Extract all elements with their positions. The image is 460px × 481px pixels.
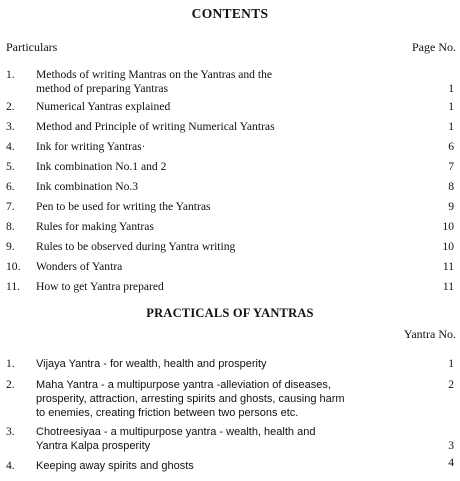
item-number: 3.	[6, 425, 15, 438]
page-number: 10	[442, 240, 454, 253]
yantra-number: 3	[448, 439, 454, 452]
item-text: Keeping away spirits and ghosts	[36, 460, 194, 472]
page-number: 1	[448, 100, 454, 113]
item-text	[36, 425, 406, 453]
item-text: How to get Yantra prepared	[36, 280, 164, 293]
page-number: 1	[448, 120, 454, 133]
page-number: 11	[442, 280, 454, 293]
page-number: 11	[442, 260, 454, 273]
item-text: Vijaya Yantra - for wealth, health and prosperity	[36, 358, 267, 370]
item-number: 11.	[6, 280, 21, 293]
page-number: 7	[448, 160, 454, 173]
item-text: Rules to be observed during Yantra writing	[36, 240, 236, 253]
item-text: Ink combination No.3	[36, 180, 139, 193]
section-title: PRACTICALS OF YANTRAS	[146, 306, 314, 320]
particulars-header: Particulars	[6, 40, 58, 54]
item-text-line: Maha Yantra - a multipurpose yantra -alleviation of diseases,	[36, 379, 331, 391]
item-text-line: Yantra Kalpa prosperity	[36, 440, 151, 452]
item-text-line: to enemies, creating friction between two persons etc.	[36, 407, 299, 419]
yantra-no-header: Yantra No.	[403, 327, 456, 341]
item-text: Numerical Yantras explained	[36, 100, 171, 113]
item-number: 4.	[6, 459, 15, 472]
item-text: Ink combination No.1 and 2	[36, 160, 167, 173]
item-number: 9.	[6, 240, 15, 253]
item-number: 6.	[6, 180, 15, 193]
item-text-line: Chotreesiyaa - a multipurpose yantra - wealth, health and	[36, 426, 316, 438]
item-number: 8.	[6, 220, 15, 233]
yantra-number: 4	[448, 456, 454, 469]
item-text	[36, 378, 406, 420]
page-number: 10	[442, 220, 454, 233]
page-no-header: Page No.	[412, 40, 456, 54]
item-text: Ink for writing Yantras·	[36, 140, 146, 153]
item-number: 4.	[6, 140, 15, 153]
page-number: 6	[448, 140, 454, 153]
item-number: 7.	[6, 200, 15, 213]
item-text: Pen to be used for writing the Yantras	[36, 200, 211, 213]
item-number: 2.	[6, 378, 15, 391]
item-text-line: method of preparing Yantras	[36, 82, 169, 95]
yantra-number: 2	[448, 378, 454, 391]
item-text	[36, 68, 406, 96]
item-number: 1.	[6, 68, 15, 81]
item-text: Method and Principle of writing Numerical Yantras	[36, 120, 275, 133]
item-text: Wonders of Yantra	[36, 260, 123, 273]
item-number: 5.	[6, 160, 15, 173]
item-text: Rules for making Yantras	[36, 220, 154, 233]
page-title: CONTENTS	[191, 6, 269, 21]
item-number: 1.	[6, 357, 15, 370]
item-number: 2.	[6, 100, 15, 113]
yantra-number: 1	[448, 357, 454, 370]
page-number: 8	[448, 180, 454, 193]
item-text-line: Methods of writing Mantras on the Yantras and the	[36, 68, 273, 81]
page-number: 9	[448, 200, 454, 213]
item-text-line: prosperity, attraction, arresting spirits and ghosts, causing harm	[36, 393, 345, 405]
page-number: 1	[448, 82, 454, 95]
item-number: 3.	[6, 120, 15, 133]
item-number: 10.	[6, 260, 21, 273]
